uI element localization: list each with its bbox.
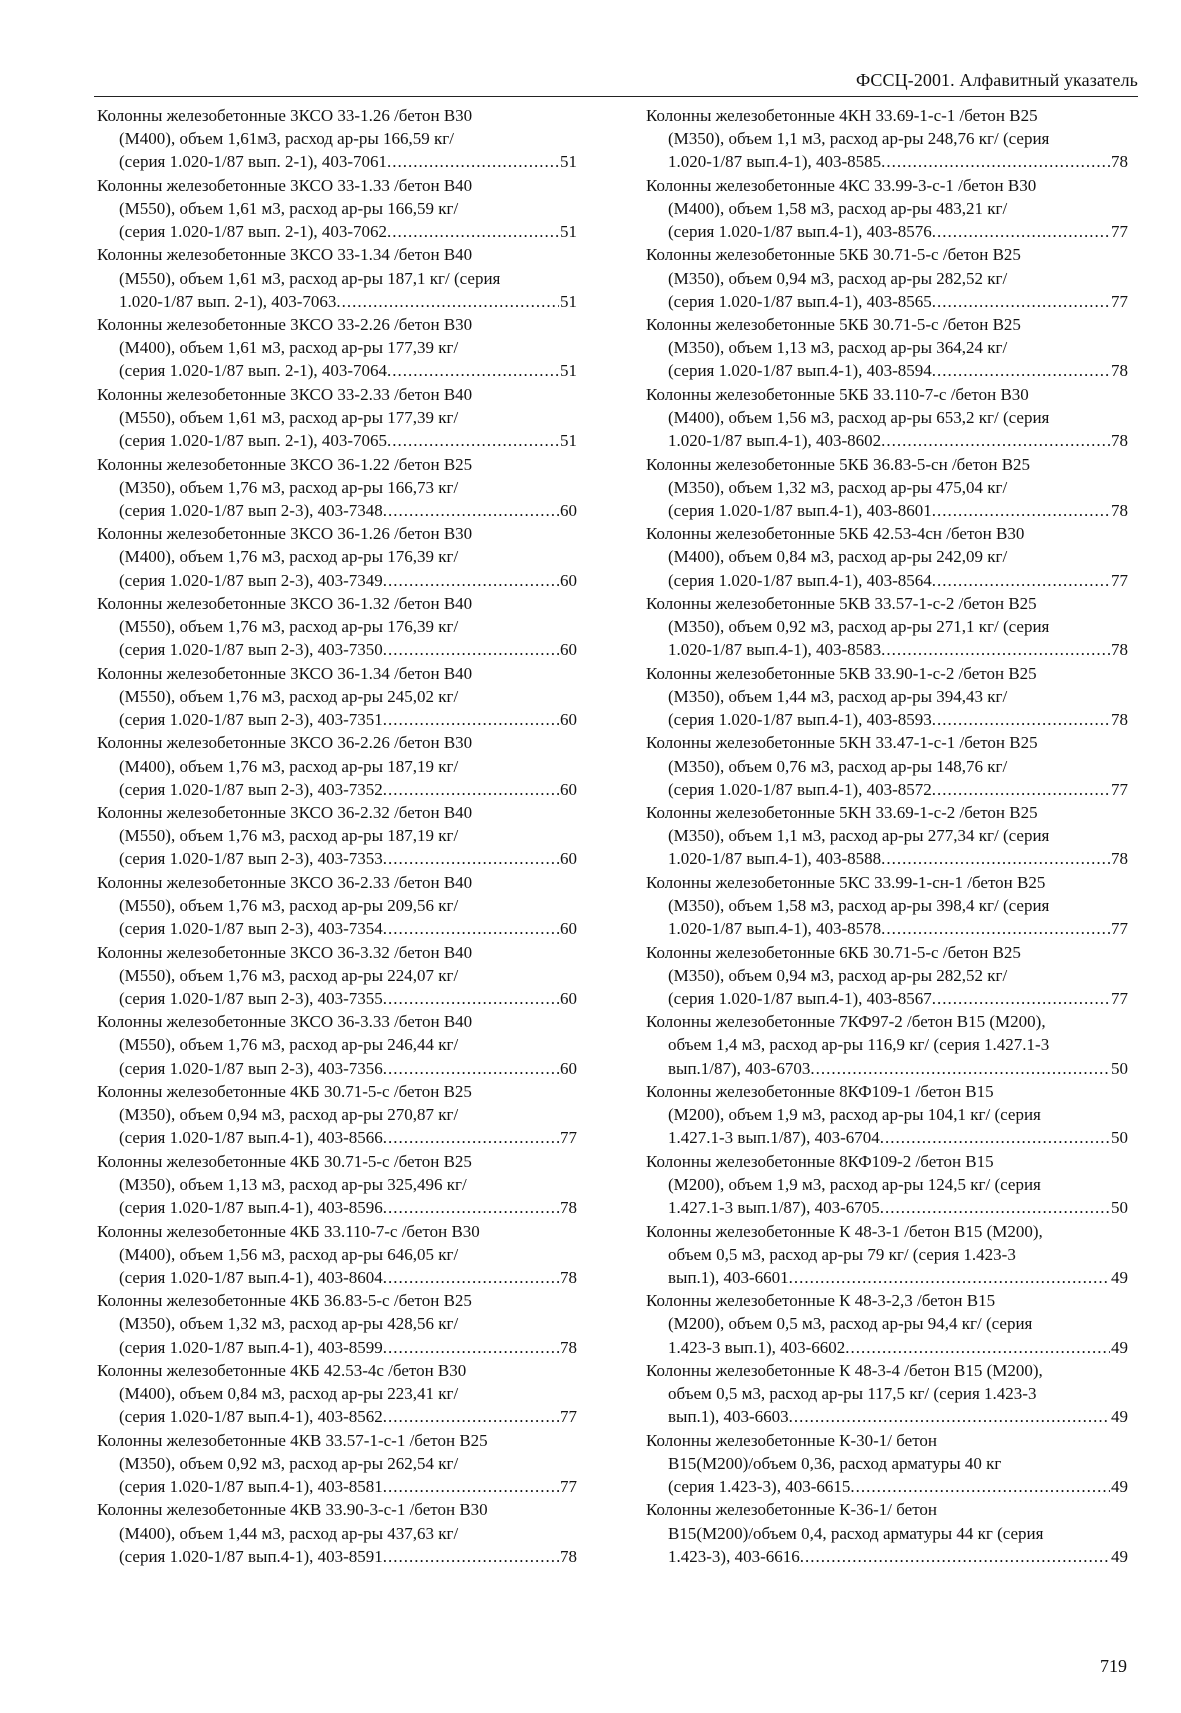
entry-reference-line: [646, 638, 1128, 661]
entry-reference-line: [97, 778, 577, 801]
entry-reference-text: 1.020-1/87 вып.4-1), 403-8585: [668, 152, 882, 172]
entry-heading-line: Колонны железобетонные 3КСО 36-2.26 /бетон В30: [97, 733, 473, 753]
index-entry: [646, 104, 1128, 173]
index-entry: [646, 1080, 1128, 1149]
entry-reference-text: (серия 1.020-1/87 вып. 2-1), 403-7061: [119, 152, 388, 172]
entry-heading-line: Колонны железобетонные 4КБ 30.71-5-с /бетон В25: [97, 1151, 472, 1171]
entry-reference-text: (серия 1.020-1/87 вып.4-1), 403-8567: [668, 988, 932, 1008]
index-entry: [646, 522, 1128, 591]
dot-leader: [387, 359, 559, 382]
entry-reference-line: [97, 569, 577, 592]
entry-reference-text: вып.1), 403-6601: [668, 1267, 789, 1287]
entry-page-ref: 50: [1111, 1128, 1128, 1148]
entry-heading-line: Колонны железобетонные 5КС 33.99-1-сн-1 /бетон В25: [646, 872, 1046, 892]
entry-page-ref: 78: [560, 1198, 577, 1218]
index-entry: [97, 871, 577, 940]
dot-leader: [383, 778, 559, 801]
entry-heading-line: Колонны железобетонные 3КСО 36-3.33 /бетон В40: [97, 1012, 473, 1032]
entry-heading-line: Колонны железобетонные 3КСО 36-2.33 /бетон В40: [97, 872, 473, 892]
entry-reference-line: [97, 1336, 577, 1359]
entry-detail-line: (М550), объем 1,76 м3, расход ар-ры 209,56 кг/: [119, 896, 459, 916]
index-entry: [646, 453, 1128, 522]
entry-detail-line: (М350), объем 1,1 м3, расход ар-ры 248,76 кг/ (серия: [668, 129, 1050, 149]
entry-page-ref: 60: [560, 710, 577, 730]
dot-leader: [383, 1196, 559, 1219]
entry-page-ref: 60: [560, 640, 577, 660]
entry-reference-text: (серия 1.020-1/87 вып.4-1), 403-8572: [668, 779, 932, 799]
dot-leader: [850, 1475, 1110, 1498]
entry-detail-line: (М550), объем 1,76 м3, расход ар-ры 246,44 кг/: [119, 1035, 459, 1055]
entry-page-ref: 60: [560, 849, 577, 869]
entry-reference-line: [97, 359, 577, 382]
entry-reference-line: [646, 1405, 1128, 1428]
entry-detail-line: объем 0,5 м3, расход ар-ры 79 кг/ (серия 1.423-3: [668, 1244, 1016, 1264]
entry-detail-line: (М200), объем 0,5 м3, расход ар-ры 94,4 кг/ (серия: [668, 1314, 1033, 1334]
dot-leader: [932, 778, 1110, 801]
entry-detail-line: (М400), объем 0,84 м3, расход ар-ры 223,41 кг/: [119, 1384, 459, 1404]
entry-reference-line: [97, 1196, 577, 1219]
entry-detail-line: (М400), объем 1,58 м3, расход ар-ры 483,21 кг/: [668, 198, 1008, 218]
entry-reference-line: [646, 290, 1128, 313]
index-entry: [97, 1220, 577, 1289]
dot-leader: [383, 987, 559, 1010]
index-entry: [646, 801, 1128, 870]
entry-detail-line: (М550), объем 1,76 м3, расход ар-ры 187,19 кг/: [119, 826, 459, 846]
entry-reference-text: (серия 1.020-1/87 вып 2-3), 403-7350: [119, 640, 383, 660]
dot-leader: [881, 917, 1110, 940]
entry-heading-line: Колонны железобетонные 4КБ 30.71-5-с /бетон В25: [97, 1082, 472, 1102]
dot-leader: [932, 359, 1110, 382]
entry-reference-text: (серия 1.020-1/87 вып.4-1), 403-8576: [668, 222, 932, 241]
index-entry: [646, 383, 1128, 452]
entry-detail-line: (М550), объем 1,61 м3, расход ар-ры 187,1 кг/ (серия: [119, 268, 501, 288]
entry-page-ref: 78: [560, 1546, 577, 1566]
dot-leader: [789, 1266, 1110, 1289]
entry-page-ref: 77: [1111, 919, 1128, 939]
running-header: ФССЦ-2001. Алфавитный указатель: [856, 70, 1138, 90]
entry-page-ref: 78: [1111, 152, 1128, 172]
entry-heading-line: Колонны железобетонные К-30-1/ бетон: [646, 1430, 938, 1450]
page-number: 719: [1100, 1656, 1127, 1676]
entry-reference-line: [646, 499, 1128, 522]
entry-heading-line: Колонны железобетонные 4КВ 33.90-3-с-1 /бетон В30: [97, 1500, 488, 1520]
dot-leader: [932, 290, 1110, 313]
dot-leader: [932, 987, 1110, 1010]
entry-detail-line: (М400), объем 1,56 м3, расход ар-ры 653,2 кг/ (серия: [668, 408, 1050, 428]
entry-reference-line: [646, 1475, 1128, 1498]
entry-heading-line: Колонны железобетонные К 48-3-4 /бетон В15 (М200),: [646, 1360, 1043, 1380]
entry-reference-line: [97, 220, 577, 243]
entry-page-ref: 77: [1111, 779, 1128, 799]
entry-heading-line: Колонны железобетонные 3КСО 36-3.32 /бетон В40: [97, 942, 473, 962]
dot-leader: [383, 569, 559, 592]
dot-leader: [383, 1545, 559, 1568]
entry-heading-line: Колонны железобетонные 3КСО 33-2.26 /бетон В30: [97, 315, 473, 335]
entry-heading-line: Колонны железобетонные 5КН 33.47-1-с-1 /бетон В25: [646, 733, 1038, 753]
entry-page-ref: 49: [1111, 1546, 1128, 1566]
index-entry: [646, 1289, 1128, 1358]
entry-reference-text: (серия 1.020-1/87 вып.4-1), 403-8593: [668, 710, 932, 730]
entry-page-ref: 50: [1111, 1058, 1128, 1078]
entry-reference-line: [97, 1266, 577, 1289]
index-entry: [646, 1150, 1128, 1219]
entry-heading-line: Колонны железобетонные 4КС 33.99-3-с-1 /бетон В30: [646, 175, 1037, 195]
entry-reference-text: (серия 1.020-1/87 вып. 2-1), 403-7062: [119, 222, 388, 241]
dot-leader: [789, 1405, 1110, 1428]
dot-leader: [881, 429, 1110, 452]
entry-page-ref: 77: [560, 1476, 577, 1496]
index-entry: [646, 313, 1128, 382]
entry-reference-line: [646, 917, 1128, 940]
dot-leader: [336, 290, 559, 313]
entry-reference-line: [97, 917, 577, 940]
entry-reference-text: (серия 1.020-1/87 вып.4-1), 403-8581: [119, 1476, 383, 1496]
entry-detail-line: В15(М200)/объем 0,36, расход арматуры 40 кг: [668, 1453, 1002, 1473]
entry-detail-line: (М350), объем 0,92 м3, расход ар-ры 262,54 кг/: [119, 1453, 459, 1473]
entry-reference-text: (серия 1.423-3), 403-6615: [668, 1476, 851, 1496]
dot-leader: [383, 847, 559, 870]
dot-leader: [383, 1405, 559, 1428]
entry-reference-text: (серия 1.020-1/87 вып 2-3), 403-7352: [119, 779, 383, 799]
entry-page-ref: 78: [1111, 640, 1128, 660]
entry-page-ref: 60: [560, 988, 577, 1008]
entry-reference-text: (серия 1.020-1/87 вып.4-1), 403-8566: [119, 1128, 383, 1148]
entry-reference-line: [646, 1057, 1128, 1080]
entry-heading-line: Колонны железобетонные 8КФ109-2 /бетон В15: [646, 1151, 994, 1171]
entry-page-ref: 78: [560, 1337, 577, 1357]
index-entry: [97, 383, 577, 452]
dot-leader: [881, 150, 1110, 173]
index-entry: [97, 731, 577, 800]
entry-heading-line: Колонны железобетонные 5КВ 33.90-1-с-2 /бетон В25: [646, 663, 1037, 683]
entry-heading-line: Колонны железобетонные 3КСО 33-1.26 /бетон В30: [97, 106, 473, 125]
entry-reference-line: [646, 359, 1128, 382]
index-entry: [97, 1498, 577, 1567]
entry-reference-line: [97, 708, 577, 731]
index-entry: [646, 1010, 1128, 1079]
entry-page-ref: 77: [1111, 291, 1128, 311]
entry-reference-text: (серия 1.020-1/87 вып 2-3), 403-7349: [119, 570, 383, 590]
entry-heading-line: Колонны железобетонные К 48-3-1 /бетон В15 (М200),: [646, 1221, 1043, 1241]
index-entry: [646, 243, 1128, 312]
entry-detail-line: (М350), объем 0,94 м3, расход ар-ры 270,87 кг/: [119, 1105, 459, 1125]
entry-reference-text: 1.020-1/87 вып.4-1), 403-8602: [668, 431, 882, 451]
entry-heading-line: Колонны железобетонные 5КБ 33.110-7-с /бетон В30: [646, 384, 1029, 404]
dot-leader: [880, 1126, 1110, 1149]
entry-heading-line: Колонны железобетонные 5КН 33.69-1-с-2 /бетон В25: [646, 803, 1038, 823]
index-entry: [97, 313, 577, 382]
entry-heading-line: Колонны железобетонные 6КБ 30.71-5-с /бетон В25: [646, 942, 1021, 962]
dot-leader: [383, 917, 559, 940]
entry-page-ref: 50: [1111, 1198, 1128, 1218]
entry-page-ref: 60: [560, 919, 577, 939]
entry-reference-line: [97, 847, 577, 870]
entry-page-ref: 77: [1111, 988, 1128, 1008]
entry-reference-text: (серия 1.020-1/87 вып.4-1), 403-8594: [668, 361, 932, 381]
entry-reference-line: [646, 1336, 1128, 1359]
entry-heading-line: Колонны железобетонные 5КБ 36.83-5-сн /бетон В25: [646, 454, 1031, 474]
entry-page-ref: 77: [560, 1407, 577, 1427]
entry-reference-text: 1.423-3), 403-6616: [668, 1546, 800, 1566]
entry-detail-line: (М350), объем 1,32 м3, расход ар-ры 428,56 кг/: [119, 1314, 459, 1334]
index-entry: [97, 243, 577, 312]
index-entry: [97, 104, 577, 173]
index-entry: [646, 174, 1128, 243]
entry-reference-text: (серия 1.020-1/87 вып 2-3), 403-7353: [119, 849, 383, 869]
entry-detail-line: В15(М200)/объем 0,4, расход арматуры 44 кг (серия: [668, 1523, 1044, 1543]
entry-reference-text: 1.020-1/87 вып.4-1), 403-8583: [668, 640, 882, 660]
entry-detail-line: (М550), объем 1,61 м3, расход ар-ры 166,59 кг/: [119, 198, 459, 218]
entry-reference-text: 1.020-1/87 вып. 2-1), 403-7063: [119, 291, 337, 311]
entry-detail-line: (М400), объем 0,84 м3, расход ар-ры 242,09 кг/: [668, 547, 1008, 567]
dot-leader: [383, 1266, 559, 1289]
entry-heading-line: Колонны железобетонные 4КБ 33.110-7-с /бетон В30: [97, 1221, 480, 1241]
index-entry: [646, 871, 1128, 940]
entry-heading-line: Колонны железобетонные К-36-1/ бетон: [646, 1500, 938, 1520]
entry-detail-line: (М350), объем 1,32 м3, расход ар-ры 475,04 кг/: [668, 477, 1008, 497]
entry-reference-line: [97, 1126, 577, 1149]
entry-heading-line: Колонны железобетонные 5КБ 30.71-5-с /бетон В25: [646, 315, 1021, 335]
entry-page-ref: 51: [560, 222, 577, 241]
entry-page-ref: 78: [1111, 710, 1128, 730]
dot-leader: [383, 638, 559, 661]
index-entry: [97, 592, 577, 661]
entry-reference-line: [97, 1475, 577, 1498]
entry-reference-line: [646, 429, 1128, 452]
entry-reference-line: [646, 1126, 1128, 1149]
entry-reference-text: (серия 1.020-1/87 вып.4-1), 403-8596: [119, 1198, 383, 1218]
entry-reference-text: 1.427.1-3 вып.1/87), 403-6705: [668, 1198, 880, 1218]
dot-leader: [932, 569, 1110, 592]
entry-page-ref: 60: [560, 570, 577, 590]
entry-heading-line: Колонны железобетонные 4КВ 33.57-1-с-1 /бетон В25: [97, 1430, 488, 1450]
entry-detail-line: (М200), объем 1,9 м3, расход ар-ры 104,1 кг/ (серия: [668, 1105, 1041, 1125]
dot-leader: [387, 429, 559, 452]
entry-page-ref: 49: [1111, 1407, 1128, 1427]
dot-leader: [881, 847, 1110, 870]
dot-leader: [383, 1126, 559, 1149]
header-rule: [94, 96, 1138, 97]
entry-detail-line: объем 1,4 м3, расход ар-ры 116,9 кг/ (серия 1.427.1-3: [668, 1035, 1050, 1055]
index-entry: [97, 453, 577, 522]
index-entry: [97, 801, 577, 870]
entry-heading-line: Колонны железобетонные 4КБ 36.83-5-с /бетон В25: [97, 1291, 472, 1311]
entry-page-ref: 51: [560, 361, 577, 381]
entry-page-ref: 51: [560, 291, 577, 311]
entry-detail-line: (М350), объем 1,13 м3, расход ар-ры 364,24 кг/: [668, 338, 1008, 358]
entry-detail-line: (М350), объем 0,94 м3, расход ар-ры 282,52 кг/: [668, 965, 1008, 985]
entry-reference-line: [97, 987, 577, 1010]
entry-page-ref: 78: [560, 1267, 577, 1287]
dot-leader: [387, 220, 559, 243]
entry-reference-text: (серия 1.020-1/87 вып.4-1), 403-8599: [119, 1337, 383, 1357]
index-entry: [97, 1289, 577, 1358]
entry-reference-text: (серия 1.020-1/87 вып.4-1), 403-8591: [119, 1546, 383, 1566]
entry-detail-line: (М400), объем 1,61 м3, расход ар-ры 177,39 кг/: [119, 338, 459, 358]
entry-heading-line: Колонны железобетонные 7КФ97-2 /бетон В15 (М200),: [646, 1012, 1046, 1032]
entry-page-ref: 60: [560, 500, 577, 520]
entry-reference-line: [97, 638, 577, 661]
entry-heading-line: Колонны железобетонные 3КСО 36-1.34 /бетон В40: [97, 663, 473, 683]
index-entry: [646, 941, 1128, 1010]
entry-detail-line: объем 0,5 м3, расход ар-ры 117,5 кг/ (серия 1.423-3: [668, 1384, 1037, 1404]
entry-reference-line: [646, 569, 1128, 592]
index-entry: [97, 941, 577, 1010]
entry-detail-line: (М400), объем 1,76 м3, расход ар-ры 176,39 кг/: [119, 547, 459, 567]
index-column-left: [97, 104, 577, 1568]
dot-leader: [383, 499, 559, 522]
entry-reference-line: [646, 150, 1128, 173]
dot-leader: [800, 1545, 1110, 1568]
entry-reference-line: [646, 847, 1128, 870]
index-entry: [97, 1150, 577, 1219]
index-entry: [646, 592, 1128, 661]
entry-reference-text: (серия 1.020-1/87 вып 2-3), 403-7355: [119, 988, 383, 1008]
dot-leader: [387, 150, 559, 173]
entry-page-ref: 77: [1111, 570, 1128, 590]
entry-heading-line: Колонны железобетонные 3КСО 33-1.33 /бетон В40: [97, 175, 473, 195]
entry-detail-line: (М350), объем 1,44 м3, расход ар-ры 394,43 кг/: [668, 686, 1008, 706]
entry-reference-text: 1.423-3 вып.1), 403-6602: [668, 1337, 846, 1357]
entry-page-ref: 78: [1111, 849, 1128, 869]
entry-detail-line: (М550), объем 1,76 м3, расход ар-ры 245,02 кг/: [119, 686, 459, 706]
entry-page-ref: 60: [560, 1058, 577, 1078]
index-entry: [646, 1429, 1128, 1498]
dot-leader: [383, 1057, 559, 1080]
dot-leader: [810, 1057, 1110, 1080]
entry-reference-text: (серия 1.020-1/87 вып.4-1), 403-8601: [668, 500, 932, 520]
entry-heading-line: Колонны железобетонные 4КБ 42.53-4с /бетон В30: [97, 1360, 467, 1380]
entry-reference-text: (серия 1.020-1/87 вып.4-1), 403-8604: [119, 1267, 383, 1287]
entry-detail-line: (М350), объем 0,94 м3, расход ар-ры 282,52 кг/: [668, 268, 1008, 288]
entry-heading-line: Колонны железобетонные 3КСО 36-2.32 /бетон В40: [97, 803, 473, 823]
entry-detail-line: (М400), объем 1,76 м3, расход ар-ры 187,19 кг/: [119, 756, 459, 776]
dot-leader: [932, 499, 1110, 522]
index-entry: [97, 174, 577, 243]
entry-reference-line: [646, 708, 1128, 731]
entry-reference-text: вып.1), 403-6603: [668, 1407, 789, 1427]
entry-detail-line: (М400), объем 1,44 м3, расход ар-ры 437,63 кг/: [119, 1523, 459, 1543]
entry-reference-text: (серия 1.020-1/87 вып. 2-1), 403-7064: [119, 361, 388, 381]
entry-page-ref: 77: [1111, 222, 1128, 241]
entry-reference-line: [646, 987, 1128, 1010]
entry-heading-line: Колонны железобетонные 4КН 33.69-1-с-1 /бетон В25: [646, 106, 1038, 125]
entry-heading-line: Колонны железобетонные 3КСО 33-2.33 /бетон В40: [97, 384, 473, 404]
dot-leader: [845, 1336, 1110, 1359]
entry-reference-text: 1.427.1-3 вып.1/87), 403-6704: [668, 1128, 880, 1148]
entry-reference-line: [646, 778, 1128, 801]
entry-reference-text: (серия 1.020-1/87 вып 2-3), 403-7351: [119, 710, 383, 730]
entry-detail-line: (М350), объем 1,76 м3, расход ар-ры 166,73 кг/: [119, 477, 459, 497]
dot-leader: [383, 1336, 559, 1359]
entry-reference-line: [97, 1545, 577, 1568]
entry-page-ref: 77: [560, 1128, 577, 1148]
entry-reference-text: (серия 1.020-1/87 вып 2-3), 403-7348: [119, 500, 383, 520]
dot-leader: [932, 220, 1110, 243]
index-entry: [97, 1010, 577, 1079]
entry-detail-line: (М350), объем 0,76 м3, расход ар-ры 148,76 кг/: [668, 756, 1008, 776]
entry-page-ref: 78: [1111, 431, 1128, 451]
entry-heading-line: Колонны железобетонные 8КФ109-1 /бетон В15: [646, 1082, 994, 1102]
entry-reference-line: [646, 1196, 1128, 1219]
entry-detail-line: (М550), объем 1,61 м3, расход ар-ры 177,39 кг/: [119, 408, 459, 428]
entry-page-ref: 51: [560, 152, 577, 172]
entry-heading-line: Колонны железобетонные 3КСО 36-1.26 /бетон В30: [97, 524, 473, 544]
entry-reference-text: 1.020-1/87 вып.4-1), 403-8578: [668, 919, 882, 939]
entry-detail-line: (М350), объем 1,58 м3, расход ар-ры 398,4 кг/ (серия: [668, 896, 1050, 916]
entry-reference-text: вып.1/87), 403-6703: [668, 1058, 811, 1078]
entry-reference-line: [646, 220, 1128, 243]
entry-reference-text: (серия 1.020-1/87 вып.4-1), 403-8562: [119, 1407, 383, 1427]
entry-page-ref: 60: [560, 779, 577, 799]
index-entry: [646, 731, 1128, 800]
entry-detail-line: (М350), объем 0,92 м3, расход ар-ры 271,1 кг/ (серия: [668, 617, 1050, 637]
entry-heading-line: Колонны железобетонные 5КВ 33.57-1-с-2 /бетон В25: [646, 594, 1037, 614]
index-column-right: [646, 104, 1128, 1568]
dot-leader: [383, 1475, 559, 1498]
dot-leader: [880, 1196, 1110, 1219]
entry-reference-line: [97, 1057, 577, 1080]
entry-page-ref: 51: [560, 431, 577, 451]
entry-heading-line: Колонны железобетонные К 48-3-2,3 /бетон В15: [646, 1291, 996, 1311]
entry-reference-text: (серия 1.020-1/87 вып. 2-1), 403-7065: [119, 431, 388, 451]
entry-reference-text: (серия 1.020-1/87 вып.4-1), 403-8564: [668, 570, 932, 590]
entry-heading-line: Колонны железобетонные 5КБ 42.53-4сн /бетон В30: [646, 524, 1025, 544]
entry-reference-line: [97, 150, 577, 173]
dot-leader: [932, 708, 1110, 731]
entry-detail-line: (М550), объем 1,76 м3, расход ар-ры 176,39 кг/: [119, 617, 459, 637]
entry-heading-line: Колонны железобетонные 3КСО 33-1.34 /бетон В40: [97, 245, 473, 265]
entry-detail-line: (М200), объем 1,9 м3, расход ар-ры 124,5 кг/ (серия: [668, 1174, 1041, 1194]
entry-detail-line: (М350), объем 1,13 м3, расход ар-ры 325,496 кг/: [119, 1174, 467, 1194]
entry-heading-line: Колонны железобетонные 5КБ 30.71-5-с /бетон В25: [646, 245, 1021, 265]
entry-heading-line: Колонны железобетонные 3КСО 36-1.32 /бетон В40: [97, 594, 473, 614]
entry-page-ref: 49: [1111, 1267, 1128, 1287]
entry-page-ref: 78: [1111, 361, 1128, 381]
index-entry: [646, 1359, 1128, 1428]
entry-reference-text: (серия 1.020-1/87 вып 2-3), 403-7356: [119, 1058, 383, 1078]
entry-reference-line: [97, 429, 577, 452]
entry-reference-line: [646, 1545, 1128, 1568]
entry-detail-line: (М550), объем 1,76 м3, расход ар-ры 224,07 кг/: [119, 965, 459, 985]
entry-reference-text: (серия 1.020-1/87 вып.4-1), 403-8565: [668, 291, 932, 311]
index-entry: [97, 1429, 577, 1498]
entry-page-ref: 49: [1111, 1476, 1128, 1496]
index-entry: [97, 662, 577, 731]
entry-reference-line: [646, 1266, 1128, 1289]
entry-reference-text: (серия 1.020-1/87 вып 2-3), 403-7354: [119, 919, 383, 939]
entry-detail-line: (М350), объем 1,1 м3, расход ар-ры 277,34 кг/ (серия: [668, 826, 1050, 846]
entry-page-ref: 78: [1111, 500, 1128, 520]
index-entry: [97, 522, 577, 591]
dot-leader: [383, 708, 559, 731]
index-entry: [646, 1220, 1128, 1289]
entry-page-ref: 49: [1111, 1337, 1128, 1357]
entry-reference-line: [97, 290, 577, 313]
index-entry: [97, 1080, 577, 1149]
entry-detail-line: (М400), объем 1,61м3, расход ар-ры 166,59 кг/: [119, 129, 454, 149]
index-entry: [646, 662, 1128, 731]
entry-reference-line: [97, 499, 577, 522]
entry-heading-line: Колонны железобетонные 3КСО 36-1.22 /бетон В25: [97, 454, 473, 474]
entry-reference-text: 1.020-1/87 вып.4-1), 403-8588: [668, 849, 882, 869]
entry-reference-line: [97, 1405, 577, 1428]
entry-detail-line: (М400), объем 1,56 м3, расход ар-ры 646,05 кг/: [119, 1244, 459, 1264]
index-entry: [646, 1498, 1128, 1567]
index-entry: [97, 1359, 577, 1428]
dot-leader: [881, 638, 1110, 661]
